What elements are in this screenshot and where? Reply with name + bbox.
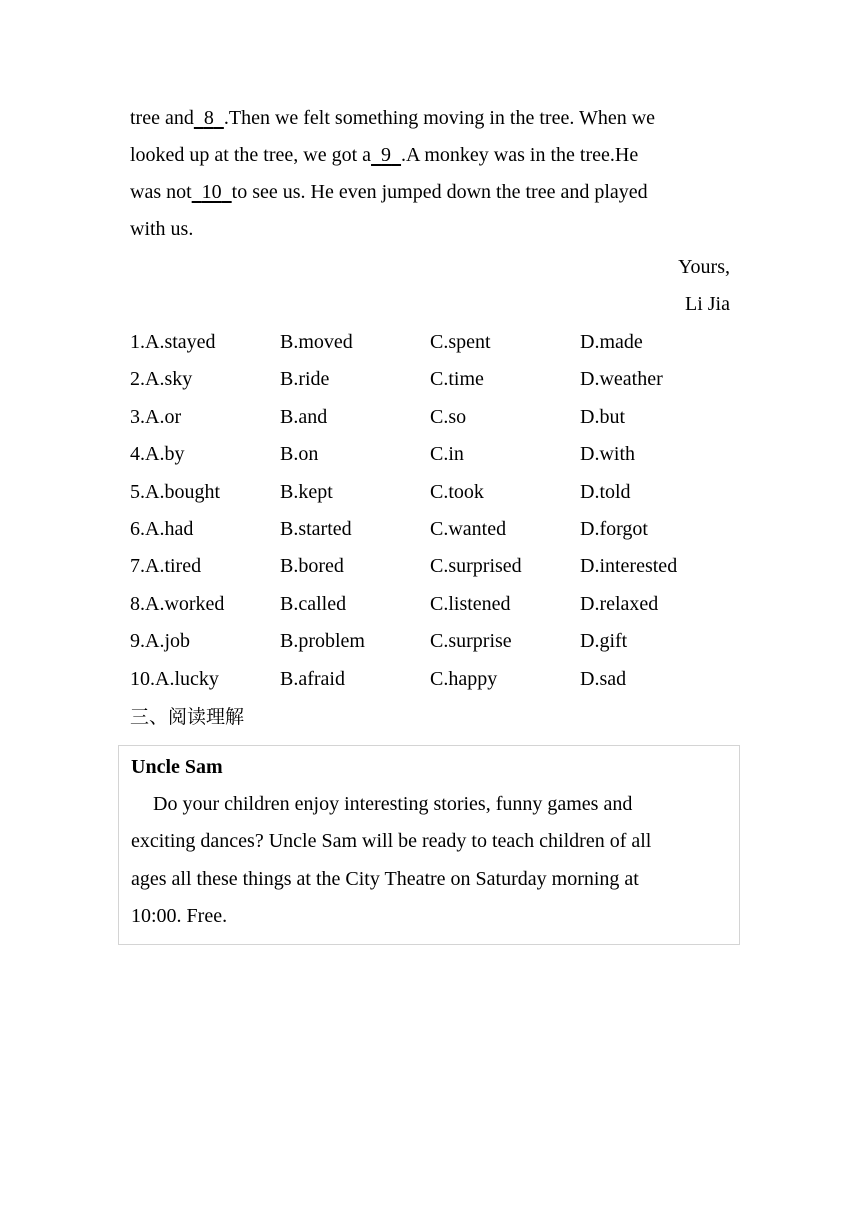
reading-line: 10:00. Free. bbox=[131, 905, 228, 927]
option-row bbox=[130, 553, 750, 579]
option-row bbox=[130, 591, 750, 617]
option-choice: 10.A.lucky bbox=[130, 667, 219, 690]
option-choice: B.afraid bbox=[280, 667, 345, 690]
option-choice: 6.A.had bbox=[130, 518, 194, 540]
letter-signature: Li Jia bbox=[685, 293, 730, 315]
option-choice: D.relaxed bbox=[580, 592, 659, 615]
option-row bbox=[130, 441, 750, 467]
answer-blank-9: 9 bbox=[381, 144, 392, 166]
option-choice: B.ride bbox=[280, 368, 330, 391]
option-row bbox=[130, 666, 750, 692]
reading-line: exciting dances? Uncle Sam will be ready to teach children of all bbox=[131, 830, 652, 852]
option-choice: D.interested bbox=[580, 555, 678, 578]
option-choice: B.problem bbox=[280, 630, 365, 653]
option-choice: 8.A.worked bbox=[130, 592, 225, 615]
option-choice: D.but bbox=[580, 405, 625, 428]
passage-line-4: with us. bbox=[130, 218, 194, 240]
option-choice: B.started bbox=[280, 518, 352, 540]
option-choice: C.in bbox=[430, 443, 464, 466]
option-choice: B.bored bbox=[280, 555, 344, 578]
option-choice: C.listened bbox=[430, 592, 511, 615]
option-choice: C.surprise bbox=[430, 630, 512, 653]
answer-blank-8: 8 bbox=[203, 107, 214, 129]
option-choice: C.time bbox=[430, 368, 484, 391]
option-choice: D.with bbox=[580, 443, 635, 466]
option-choice: D.made bbox=[580, 331, 643, 353]
option-choice: B.on bbox=[280, 443, 319, 466]
option-choice: D.gift bbox=[580, 630, 628, 653]
option-choice: 7.A.tired bbox=[130, 555, 202, 578]
option-choice: 4.A.by bbox=[130, 443, 185, 466]
passage-text: tree and bbox=[130, 107, 194, 129]
option-choice: 3.A.or bbox=[130, 405, 182, 428]
option-row bbox=[130, 479, 750, 505]
reading-title: Uncle Sam bbox=[131, 756, 223, 778]
passage-text: .Then we felt something moving in the tree. When we bbox=[223, 107, 656, 129]
option-choice: 9.A.job bbox=[130, 630, 190, 653]
option-row bbox=[130, 628, 750, 654]
section-heading: 三、阅读理解 bbox=[130, 706, 245, 728]
option-choice: C.spent bbox=[430, 331, 491, 353]
option-choice: 2.A.sky bbox=[130, 368, 193, 391]
option-row bbox=[130, 516, 750, 542]
option-choice: D.weather bbox=[580, 368, 663, 391]
option-choice: B.kept bbox=[280, 480, 333, 503]
option-choice: C.so bbox=[430, 405, 467, 428]
option-row bbox=[130, 329, 750, 355]
passage-text: .A monkey was in the tree.He bbox=[401, 144, 639, 166]
answer-blank-10: 10 bbox=[201, 181, 222, 203]
passage-text: looked up at the tree, we got a bbox=[130, 144, 372, 166]
reading-line: ages all these things at the City Theatre on Saturday morning at bbox=[131, 868, 639, 890]
option-choice: D.forgot bbox=[580, 518, 648, 540]
option-row bbox=[130, 404, 750, 430]
passage-text: to see us. He even jumped down the tree and played bbox=[231, 181, 648, 203]
passage-line-1 bbox=[130, 105, 655, 131]
option-choice: C.took bbox=[430, 480, 484, 503]
option-choice: B.called bbox=[280, 592, 347, 615]
option-choice: C.happy bbox=[430, 667, 498, 690]
option-choice: C.surprised bbox=[430, 555, 522, 578]
option-choice: D.sad bbox=[580, 667, 627, 690]
option-choice: C.wanted bbox=[430, 518, 507, 540]
option-choice: 5.A.bought bbox=[130, 480, 220, 503]
passage-line-2 bbox=[130, 142, 638, 168]
reading-passage-box bbox=[118, 745, 740, 945]
option-choice: 1.A.stayed bbox=[130, 331, 216, 353]
option-row bbox=[130, 366, 750, 392]
letter-closing: Yours, bbox=[678, 256, 730, 278]
option-choice: B.moved bbox=[280, 331, 353, 353]
passage-text: was not bbox=[130, 181, 192, 203]
option-choice: B.and bbox=[280, 405, 328, 428]
reading-line: Do your children enjoy interesting stories, funny games and bbox=[153, 793, 633, 815]
option-choice: D.told bbox=[580, 480, 631, 503]
passage-line-3 bbox=[130, 179, 648, 205]
